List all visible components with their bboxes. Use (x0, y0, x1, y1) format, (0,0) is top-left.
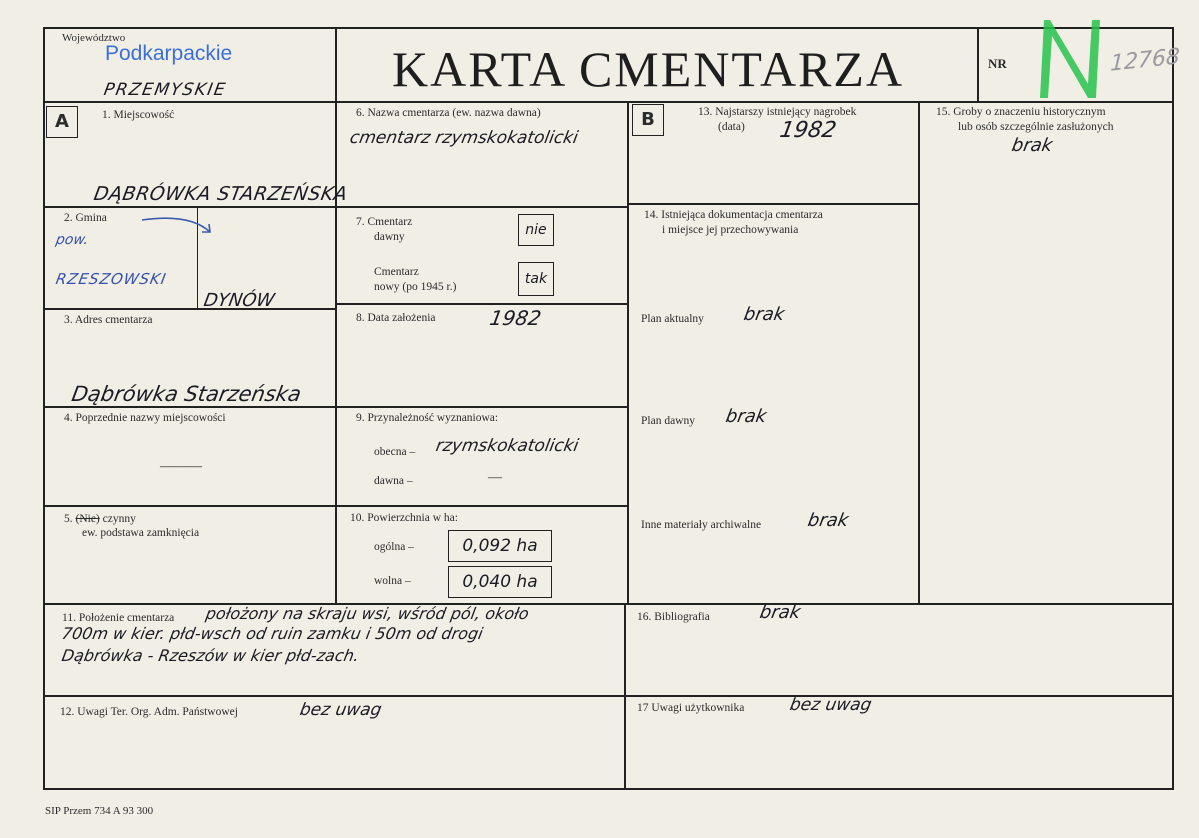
field-9-dawna-value: — (488, 470, 502, 485)
section-b-marker: B (632, 104, 664, 136)
voivodeship-label: Województwo (62, 32, 126, 44)
field-13-value: 1982 (777, 118, 839, 143)
other-materials-value: brak (806, 510, 851, 531)
field-11-line-1: położony na skraju wsi, wśród pól, około (204, 604, 531, 623)
field-10-ogolna-label: ogólna – (374, 541, 414, 553)
nr-label: NR (988, 56, 1007, 71)
footer-code: SIP Przem 734 A 93 300 (45, 805, 154, 817)
nr-letter-marker (1034, 14, 1106, 104)
field-2-pow: pow. (54, 232, 90, 248)
plan-current-label: Plan aktualny (641, 313, 704, 325)
field-12-label: 12. Uwagi Ter. Org. Adm. Państwowej (60, 706, 238, 718)
row-11-bottom (43, 695, 1174, 697)
field-3-label: 3. Adres cmentarza (64, 314, 153, 326)
field-14-label-2: i miejsce jej przechowywania (662, 224, 799, 236)
field-7-nowy-label-1: Cmentarz (374, 266, 419, 278)
column-divider-ab (627, 101, 629, 604)
field-2-label: 2. Gmina (64, 212, 107, 224)
field-15-value: brak (1010, 135, 1055, 156)
field-6-value: cmentarz rzymskokatolicki (348, 128, 580, 148)
field-16-value: brak (758, 602, 803, 623)
field-12-value: bez uwag (298, 700, 384, 720)
field-4-label: 4. Poprzednie nazwy miejscowości (64, 412, 226, 424)
field-1-label: 1. Miejscowość (102, 109, 175, 121)
field-11-line-2: 700m w kier. płd-wsch od ruin zamku i 50m od drogi (60, 624, 485, 643)
field-2-value: DYNÓW (202, 290, 277, 311)
frame-bottom (43, 788, 1174, 790)
field-16-label: 16. Bibliografia (637, 611, 710, 623)
field-10-label: 10. Powierzchnia w ha: (350, 512, 458, 524)
field-4-value: ——— (160, 459, 202, 474)
row-4-bottom (43, 505, 628, 507)
column-divider-b15 (918, 101, 920, 604)
page-title: KARTA CMENTARZA (392, 41, 905, 97)
field-8-value: 1982 (487, 306, 544, 330)
frame-left (43, 27, 45, 790)
field-3-value: Dąbrówka Starzeńska (69, 382, 304, 406)
row-1-bottom (43, 206, 336, 208)
field-7-dawny-value: nie (518, 214, 554, 246)
field-2-pow-value: RZESZOWSKI (54, 270, 168, 288)
field-6-label: 6. Nazwa cmentarza (ew. nazwa dawna) (356, 107, 541, 119)
field-14-label-1: 14. Istniejąca dokumentacja cmentarza (644, 209, 823, 221)
field-1-value: DĄBRÓWKA STARZEŃSKA (92, 183, 350, 205)
section-a-marker: A (46, 106, 78, 138)
field-15-label-1: 15. Groby o znaczeniu historycznym (936, 106, 1106, 118)
row-13-bottom (628, 203, 919, 205)
field-5-label-rest: czynny (102, 513, 136, 525)
field-9-obecna-value: rzymskokatolicki (434, 436, 581, 456)
row-6-bottom (336, 206, 628, 208)
field-11-line-3: Dąbrówka - Rzeszów w kier płd-zach. (60, 646, 361, 665)
field-5-number: 5. (64, 513, 73, 525)
nr-number: 12768 (1109, 44, 1181, 77)
field-9-obecna-label: obecna – (374, 446, 416, 458)
field-8-label: 8. Data założenia (356, 312, 436, 324)
other-materials-label: Inne materiały archiwalne (641, 519, 762, 531)
plan-current-value: brak (742, 304, 787, 325)
field-7-dawny-label-2: dawny (374, 231, 405, 243)
header-divider-1 (335, 27, 337, 604)
gmina-arrow-icon (140, 214, 214, 238)
field-13-label-1: 13. Najstarszy istniejący nagrobek (698, 106, 857, 118)
field-7-dawny-label-1: 7. Cmentarz (356, 216, 413, 228)
row-7-bottom (336, 303, 628, 305)
field-5-struck: (Nie) (75, 513, 100, 525)
frame-top (43, 27, 1174, 29)
field-7-nowy-label-2: nowy (po 1945 r.) (374, 281, 457, 293)
field-17-label: 17 Uwagi użytkownika (637, 702, 745, 714)
field-7-nowy-value: tak (518, 262, 554, 296)
field-10-wolna-label: wolna – (374, 575, 411, 587)
field-13-label-2: (data) (718, 121, 745, 133)
field-9-label: 9. Przynależność wyznaniowa: (356, 412, 499, 424)
field-10-ogolna-value: 0,092 ha (448, 530, 552, 562)
voivodeship-value: PRZEMYSKIE (102, 80, 228, 100)
field-5-sub: ew. podstawa zamknięcia (82, 527, 200, 539)
row-3-bottom (43, 406, 628, 408)
field-11-label: 11. Położenie cmentarza (62, 612, 175, 624)
header-divider-2 (977, 27, 979, 102)
plan-old-value: brak (724, 406, 769, 427)
plan-old-label: Plan dawny (641, 415, 695, 427)
voivodeship-stamp: Podkarpackie (105, 42, 233, 65)
field-5-label (64, 512, 136, 527)
frame-right (1172, 27, 1174, 790)
field-15-label-2: lub osób szczególnie zasłużonych (958, 121, 1114, 133)
row-2-bottom (43, 308, 336, 310)
field-9-dawna-label: dawna – (374, 475, 413, 487)
header-bottom (43, 101, 1174, 103)
field-10-wolna-value: 0,040 ha (448, 566, 552, 598)
field-17-value: bez uwag (788, 695, 874, 715)
